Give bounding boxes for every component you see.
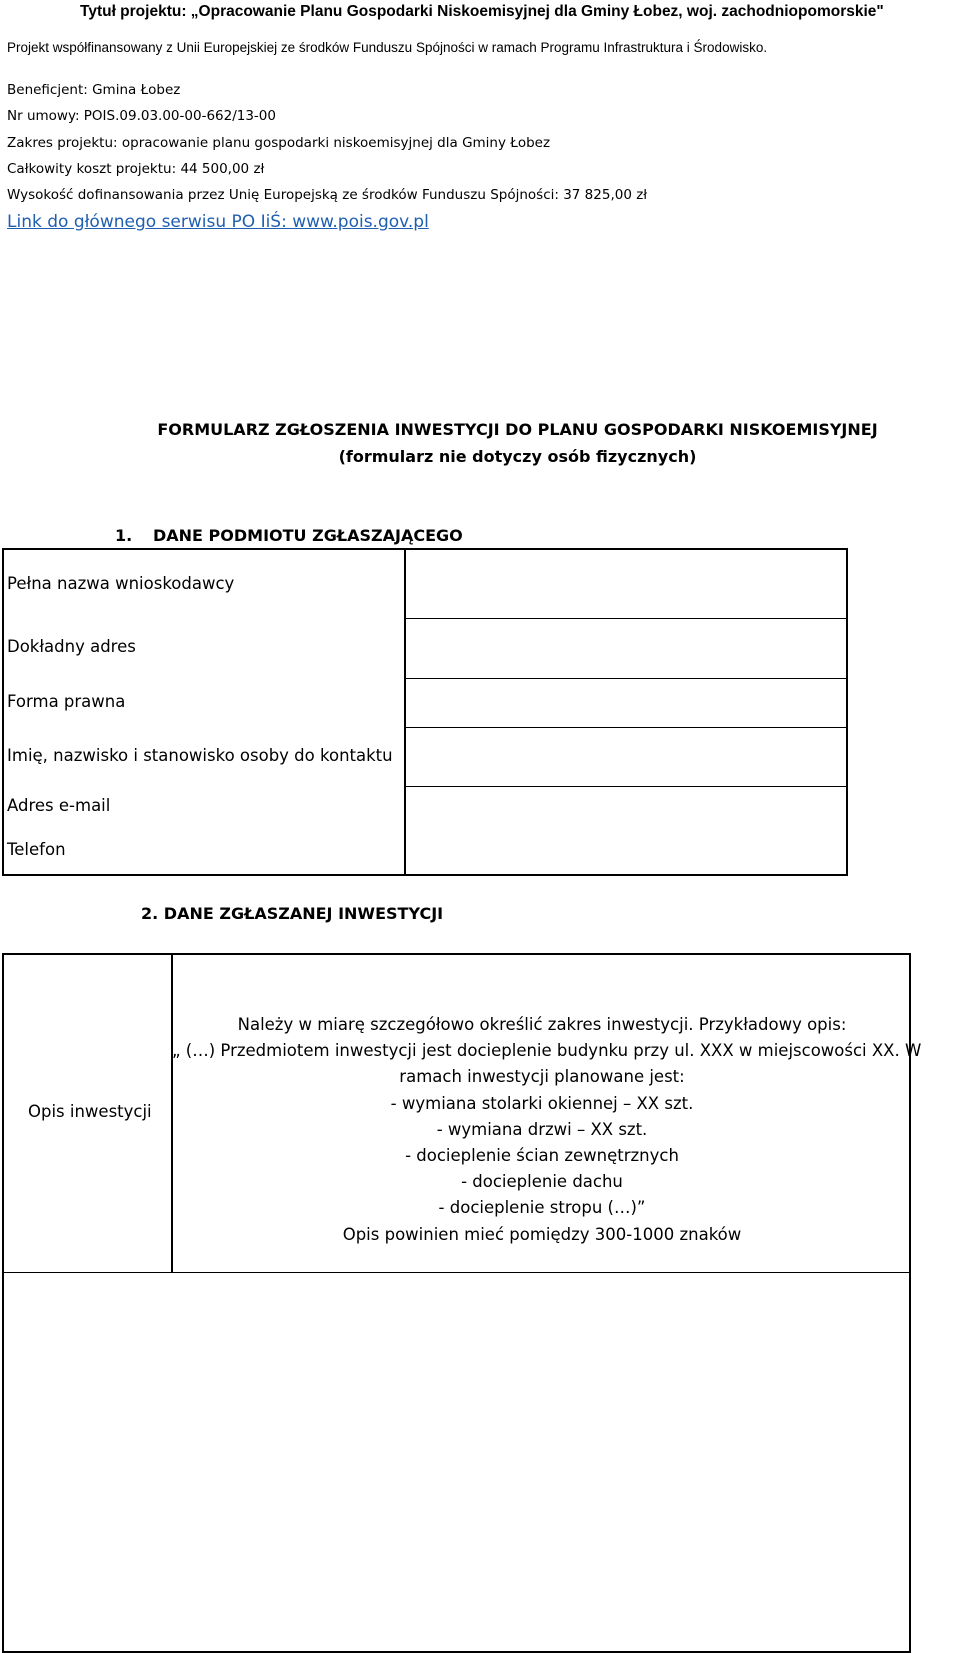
applicant-name-field[interactable]	[406, 550, 846, 617]
email-phone-field[interactable]	[406, 788, 846, 874]
section1-heading: DANE PODMIOTU ZGŁASZAJĄCEGO	[153, 526, 463, 545]
beneficiary: Beneficjent: Gmina Łobez	[7, 82, 181, 98]
section1-number: 1.	[115, 526, 133, 545]
row-line	[404, 618, 848, 619]
description-line: - wymiana stolarki okiennej – XX szt.	[390, 1093, 694, 1113]
project-title: Tytuł projektu: „Opracowanie Planu Gospodarki Niskoemisyjnej dla Gminy Łobez, woj. zachodniopomorskie"	[80, 3, 884, 20]
description-line: - docieplenie dachu	[461, 1172, 623, 1192]
description-line: ramach inwestycji planowane jest:	[399, 1067, 685, 1087]
investment-description-field[interactable]	[172, 1012, 922, 1248]
phone-label: Telefon	[7, 840, 66, 859]
pois-link[interactable]: Link do głównego serwisu PO IiŚ: www.pois.gov.pl	[7, 212, 429, 232]
contact-person-label: Imię, nazwisko i stanowisko osoby do kontaktu	[7, 746, 393, 765]
address-label: Dokładny adres	[7, 637, 136, 656]
description-line: - wymiana drzwi – XX szt.	[436, 1119, 648, 1139]
description-line: - docieplenie stropu (…)”	[438, 1198, 646, 1218]
investment-row-line	[3, 1272, 910, 1273]
email-label: Adres e-mail	[7, 796, 111, 815]
address-field[interactable]	[406, 620, 846, 677]
description-line: Opis powinien mieć pomiędzy 300-1000 znaków	[342, 1224, 742, 1244]
investment-description-label: Opis inwestycji	[28, 1102, 152, 1121]
legal-form-label: Forma prawna	[7, 692, 126, 711]
description-line: Należy w miarę szczegółowo określić zakres inwestycji. Przykładowy opis:	[237, 1015, 847, 1034]
funding-amount: Wysokość dofinansowania przez Unię Europejską ze środków Funduszu Spójności: 37 825,00 zł	[7, 187, 648, 203]
total-cost: Całkowity koszt projektu: 44 500,00 zł	[7, 161, 265, 177]
applicant-name-label: Pełna nazwa wnioskodawcy	[7, 574, 235, 593]
form-title: FORMULARZ ZGŁOSZENIA INWESTYCJI DO PLANU GOSPODARKI NISKOEMISYJNEJ	[157, 420, 878, 439]
legal-form-field[interactable]	[406, 680, 846, 726]
additional-notes-field[interactable]	[4, 1275, 909, 1635]
form-subtitle: (formularz nie dotyczy osób fizycznych)	[338, 447, 697, 466]
contact-person-field[interactable]	[406, 729, 846, 785]
row-line	[404, 678, 848, 679]
contract-number: Nr umowy: POIS.09.03.00-00-662/13-00	[7, 108, 276, 124]
project-scope: Zakres projektu: opracowanie planu gospodarki niskoemisyjnej dla Gminy Łobez	[7, 135, 551, 151]
cofinance-note: Projekt współfinansowany z Unii Europejskiej ze środków Funduszu Spójności w ramach Programu Infrastruktura i Środowisko.	[7, 40, 768, 55]
row-line	[404, 786, 848, 787]
section2-heading: 2. DANE ZGŁASZANEJ INWESTYCJI	[141, 904, 444, 923]
description-line: „ (…) Przedmiotem inwestycji jest docieplenie budynku przy ul. XXX w miejscowości XX. W	[172, 1041, 922, 1061]
row-line	[404, 727, 848, 728]
description-line: - docieplenie ścian zewnętrznych	[405, 1146, 679, 1166]
